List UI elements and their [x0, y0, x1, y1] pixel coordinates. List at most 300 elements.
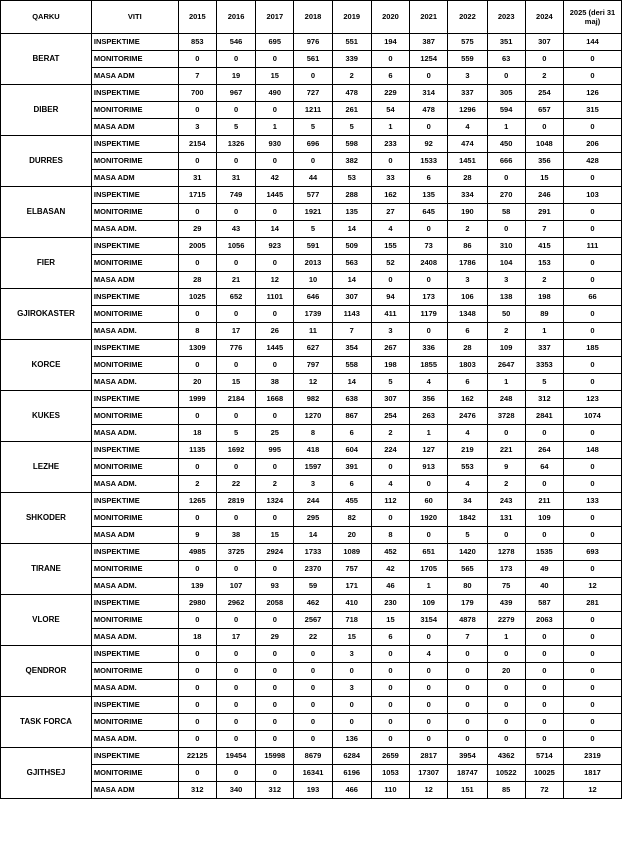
value-cell: 0 — [332, 714, 371, 731]
value-cell: 0 — [256, 510, 294, 527]
table-row — [1, 221, 622, 238]
value-cell: 307 — [332, 289, 371, 306]
row-type-label: MONITORIME — [91, 612, 178, 629]
value-cell: 12 — [410, 782, 448, 799]
value-cell: 112 — [371, 493, 409, 510]
value-cell: 243 — [487, 493, 525, 510]
value-cell: 106 — [448, 289, 487, 306]
value-cell: 0 — [563, 306, 621, 323]
row-type-label: MASA ADM — [91, 170, 178, 187]
value-cell: 0 — [256, 408, 294, 425]
value-cell: 104 — [487, 255, 525, 272]
value-cell: 219 — [448, 442, 487, 459]
table-row — [1, 68, 622, 85]
value-cell: 12 — [563, 782, 621, 799]
value-cell: 2005 — [178, 238, 216, 255]
value-cell: 0 — [563, 459, 621, 476]
value-cell: 0 — [563, 221, 621, 238]
row-type-label: MONITORIME — [91, 561, 178, 578]
value-cell: 110 — [371, 782, 409, 799]
value-cell: 135 — [410, 187, 448, 204]
table-row — [1, 357, 622, 374]
value-cell: 1053 — [371, 765, 409, 782]
value-cell: 638 — [332, 391, 371, 408]
value-cell: 295 — [294, 510, 332, 527]
value-cell: 1445 — [256, 340, 294, 357]
row-type-label: INSPEKTIME — [91, 289, 178, 306]
value-cell: 0 — [178, 408, 216, 425]
row-type-label: MONITORIME — [91, 714, 178, 731]
value-cell: 16341 — [294, 765, 332, 782]
value-cell: 0 — [410, 221, 448, 238]
value-cell: 0 — [563, 68, 621, 85]
value-cell: 144 — [563, 34, 621, 51]
value-cell: 0 — [178, 697, 216, 714]
table-row — [1, 85, 622, 102]
value-cell: 0 — [216, 357, 255, 374]
value-cell: 0 — [256, 306, 294, 323]
value-cell: 490 — [256, 85, 294, 102]
table-row — [1, 578, 622, 595]
value-cell: 244 — [294, 493, 332, 510]
table-row — [1, 629, 622, 646]
row-type-label: INSPEKTIME — [91, 748, 178, 765]
value-cell: 0 — [563, 476, 621, 493]
value-cell: 198 — [525, 289, 563, 306]
value-cell: 1135 — [178, 442, 216, 459]
value-cell: 22125 — [178, 748, 216, 765]
value-cell: 0 — [216, 102, 255, 119]
value-cell: 0 — [563, 714, 621, 731]
value-cell: 103 — [563, 187, 621, 204]
value-cell: 0 — [525, 51, 563, 68]
value-cell: 0 — [563, 561, 621, 578]
value-cell: 2184 — [216, 391, 255, 408]
value-cell: 224 — [371, 442, 409, 459]
value-cell: 4 — [448, 119, 487, 136]
value-cell: 0 — [256, 51, 294, 68]
value-cell: 8 — [371, 527, 409, 544]
value-cell: 2924 — [256, 544, 294, 561]
value-cell: 173 — [410, 289, 448, 306]
value-cell: 0 — [216, 663, 255, 680]
value-cell: 151 — [448, 782, 487, 799]
value-cell: 111 — [563, 238, 621, 255]
value-cell: 1445 — [256, 187, 294, 204]
value-cell: 8 — [294, 425, 332, 442]
value-cell: 604 — [332, 442, 371, 459]
value-cell: 46 — [371, 578, 409, 595]
value-cell: 0 — [216, 731, 255, 748]
value-cell: 6 — [332, 476, 371, 493]
row-type-label: MONITORIME — [91, 51, 178, 68]
value-cell: 80 — [448, 578, 487, 595]
value-cell: 53 — [332, 170, 371, 187]
value-cell: 594 — [487, 102, 525, 119]
row-type-label: MONITORIME — [91, 102, 178, 119]
value-cell: 1786 — [448, 255, 487, 272]
value-cell: 28 — [448, 340, 487, 357]
value-cell: 382 — [332, 153, 371, 170]
value-cell: 38 — [256, 374, 294, 391]
table-row — [1, 238, 622, 255]
row-type-label: MASA ADM. — [91, 578, 178, 595]
value-cell: 26 — [256, 323, 294, 340]
value-cell: 4 — [410, 646, 448, 663]
row-type-label: MONITORIME — [91, 408, 178, 425]
value-cell: 0 — [256, 714, 294, 731]
value-cell: 19 — [216, 68, 255, 85]
table-row — [1, 459, 622, 476]
table-row — [1, 306, 622, 323]
value-cell: 1451 — [448, 153, 487, 170]
value-cell: 749 — [216, 187, 255, 204]
table-row — [1, 323, 622, 340]
table-row — [1, 561, 622, 578]
value-cell: 2647 — [487, 357, 525, 374]
value-cell: 0 — [294, 731, 332, 748]
value-cell: 2063 — [525, 612, 563, 629]
value-cell: 206 — [563, 136, 621, 153]
value-cell: 0 — [178, 51, 216, 68]
region-name: FIER — [1, 238, 92, 289]
header-viti: VITI — [91, 1, 178, 34]
value-cell: 0 — [371, 272, 409, 289]
value-cell: 2841 — [525, 408, 563, 425]
value-cell: 0 — [216, 153, 255, 170]
value-cell: 0 — [525, 663, 563, 680]
value-cell: 727 — [294, 85, 332, 102]
value-cell: 0 — [216, 680, 255, 697]
value-cell: 0 — [410, 697, 448, 714]
value-cell: 559 — [448, 51, 487, 68]
value-cell: 0 — [487, 527, 525, 544]
value-cell: 334 — [448, 187, 487, 204]
value-cell: 155 — [371, 238, 409, 255]
value-cell: 0 — [448, 697, 487, 714]
value-cell: 281 — [563, 595, 621, 612]
value-cell: 162 — [371, 187, 409, 204]
value-cell: 466 — [332, 782, 371, 799]
value-cell: 185 — [563, 340, 621, 357]
value-cell: 1668 — [256, 391, 294, 408]
table-row — [1, 663, 622, 680]
value-cell: 22 — [216, 476, 255, 493]
value-cell: 270 — [487, 187, 525, 204]
value-cell: 7 — [332, 323, 371, 340]
value-cell: 93 — [256, 578, 294, 595]
value-cell: 1 — [525, 323, 563, 340]
row-type-label: MONITORIME — [91, 306, 178, 323]
value-cell: 246 — [525, 187, 563, 204]
value-cell: 0 — [525, 629, 563, 646]
value-cell: 63 — [487, 51, 525, 68]
value-cell: 54 — [371, 102, 409, 119]
value-cell: 14 — [256, 221, 294, 238]
value-cell: 0 — [216, 612, 255, 629]
value-cell: 148 — [563, 442, 621, 459]
value-cell: 1270 — [294, 408, 332, 425]
row-type-label: MONITORIME — [91, 663, 178, 680]
value-cell: 5 — [294, 221, 332, 238]
value-cell: 337 — [525, 340, 563, 357]
value-cell: 20 — [332, 527, 371, 544]
value-cell: 0 — [371, 697, 409, 714]
header-year: 2019 — [332, 1, 371, 34]
value-cell: 0 — [410, 476, 448, 493]
value-cell: 17 — [216, 629, 255, 646]
value-cell: 0 — [294, 153, 332, 170]
value-cell: 0 — [487, 646, 525, 663]
value-cell: 10025 — [525, 765, 563, 782]
table-row — [1, 408, 622, 425]
value-cell: 3 — [448, 68, 487, 85]
value-cell: 1089 — [332, 544, 371, 561]
value-cell: 6 — [371, 68, 409, 85]
row-type-label: INSPEKTIME — [91, 340, 178, 357]
value-cell: 700 — [178, 85, 216, 102]
value-cell: 312 — [178, 782, 216, 799]
value-cell: 651 — [410, 544, 448, 561]
value-cell: 1025 — [178, 289, 216, 306]
value-cell: 0 — [487, 714, 525, 731]
header-year: 2018 — [294, 1, 332, 34]
value-cell: 315 — [563, 102, 621, 119]
value-cell: 0 — [410, 680, 448, 697]
table-row — [1, 34, 622, 51]
value-cell: 2279 — [487, 612, 525, 629]
value-cell: 0 — [256, 153, 294, 170]
value-cell: 42 — [371, 561, 409, 578]
value-cell: 1074 — [563, 408, 621, 425]
value-cell: 4362 — [487, 748, 525, 765]
value-cell: 4 — [371, 221, 409, 238]
value-cell: 3728 — [487, 408, 525, 425]
value-cell: 462 — [294, 595, 332, 612]
value-cell: 0 — [216, 204, 255, 221]
value-cell: 11 — [294, 323, 332, 340]
table-row — [1, 255, 622, 272]
value-cell: 0 — [178, 680, 216, 697]
value-cell: 86 — [448, 238, 487, 255]
value-cell: 0 — [525, 119, 563, 136]
row-type-label: INSPEKTIME — [91, 646, 178, 663]
value-cell: 2 — [256, 476, 294, 493]
value-cell: 0 — [256, 612, 294, 629]
value-cell: 923 — [256, 238, 294, 255]
value-cell: 561 — [294, 51, 332, 68]
value-cell: 138 — [487, 289, 525, 306]
value-cell: 0 — [178, 663, 216, 680]
value-cell: 1143 — [332, 306, 371, 323]
row-type-label: MASA ADM. — [91, 680, 178, 697]
row-type-label: MONITORIME — [91, 459, 178, 476]
value-cell: 5 — [448, 527, 487, 544]
value-cell: 133 — [563, 493, 621, 510]
row-type-label: INSPEKTIME — [91, 544, 178, 561]
value-cell: 1817 — [563, 765, 621, 782]
value-cell: 415 — [525, 238, 563, 255]
value-cell: 0 — [371, 153, 409, 170]
value-cell: 31 — [178, 170, 216, 187]
value-cell: 6284 — [332, 748, 371, 765]
value-cell: 267 — [371, 340, 409, 357]
row-type-label: INSPEKTIME — [91, 136, 178, 153]
value-cell: 0 — [410, 119, 448, 136]
value-cell: 1920 — [410, 510, 448, 527]
value-cell: 1348 — [448, 306, 487, 323]
value-cell: 40 — [525, 578, 563, 595]
region-name: BERAT — [1, 34, 92, 85]
region-name: GJITHSEJ — [1, 748, 92, 799]
value-cell: 312 — [525, 391, 563, 408]
region-name: DIBER — [1, 85, 92, 136]
value-cell: 652 — [216, 289, 255, 306]
value-cell: 307 — [371, 391, 409, 408]
value-cell: 0 — [371, 714, 409, 731]
value-cell: 0 — [256, 663, 294, 680]
value-cell: 776 — [216, 340, 255, 357]
value-cell: 126 — [563, 85, 621, 102]
value-cell: 136 — [332, 731, 371, 748]
value-cell: 15 — [256, 68, 294, 85]
value-cell: 21 — [216, 272, 255, 289]
region-name: QENDROR — [1, 646, 92, 697]
value-cell: 162 — [448, 391, 487, 408]
value-cell: 2659 — [371, 748, 409, 765]
table-row — [1, 493, 622, 510]
value-cell: 15 — [371, 612, 409, 629]
value-cell: 0 — [487, 68, 525, 85]
value-cell: 18747 — [448, 765, 487, 782]
value-cell: 305 — [487, 85, 525, 102]
value-cell: 2 — [487, 323, 525, 340]
value-cell: 3 — [294, 476, 332, 493]
value-cell: 0 — [178, 357, 216, 374]
value-cell: 4985 — [178, 544, 216, 561]
value-cell: 3 — [487, 272, 525, 289]
value-cell: 18 — [178, 425, 216, 442]
value-cell: 1 — [410, 578, 448, 595]
value-cell: 2980 — [178, 595, 216, 612]
row-type-label: MONITORIME — [91, 510, 178, 527]
value-cell: 0 — [216, 306, 255, 323]
value-cell: 0 — [410, 323, 448, 340]
row-type-label: INSPEKTIME — [91, 238, 178, 255]
value-cell: 0 — [487, 731, 525, 748]
value-cell: 123 — [563, 391, 621, 408]
value-cell: 0 — [525, 680, 563, 697]
value-cell: 194 — [371, 34, 409, 51]
value-cell: 913 — [410, 459, 448, 476]
row-type-label: MONITORIME — [91, 204, 178, 221]
table-row — [1, 187, 622, 204]
row-type-label: INSPEKTIME — [91, 34, 178, 51]
row-type-label: MASA ADM. — [91, 374, 178, 391]
value-cell: 4 — [410, 374, 448, 391]
value-cell: 94 — [371, 289, 409, 306]
value-cell: 3 — [448, 272, 487, 289]
value-cell: 1056 — [216, 238, 255, 255]
value-cell: 0 — [371, 459, 409, 476]
value-cell: 0 — [448, 714, 487, 731]
value-cell: 0 — [178, 646, 216, 663]
value-cell: 0 — [256, 255, 294, 272]
value-cell: 645 — [410, 204, 448, 221]
row-type-label: MONITORIME — [91, 255, 178, 272]
value-cell: 107 — [216, 578, 255, 595]
value-cell: 14 — [332, 374, 371, 391]
region-name: ELBASAN — [1, 187, 92, 238]
row-type-label: INSPEKTIME — [91, 442, 178, 459]
header-year: 2022 — [448, 1, 487, 34]
value-cell: 410 — [332, 595, 371, 612]
value-cell: 0 — [294, 714, 332, 731]
value-cell: 0 — [563, 204, 621, 221]
value-cell: 0 — [487, 697, 525, 714]
value-cell: 5 — [216, 425, 255, 442]
value-cell: 1326 — [216, 136, 255, 153]
value-cell: 995 — [256, 442, 294, 459]
value-cell: 5 — [525, 374, 563, 391]
value-cell: 22 — [294, 629, 332, 646]
value-cell: 0 — [563, 646, 621, 663]
value-cell: 450 — [487, 136, 525, 153]
value-cell: 34 — [448, 493, 487, 510]
value-cell: 15 — [332, 629, 371, 646]
value-cell: 0 — [563, 323, 621, 340]
value-cell: 254 — [371, 408, 409, 425]
value-cell: 0 — [410, 731, 448, 748]
value-cell: 0 — [216, 765, 255, 782]
value-cell: 229 — [371, 85, 409, 102]
value-cell: 31 — [216, 170, 255, 187]
value-cell: 0 — [563, 374, 621, 391]
value-cell: 6 — [448, 374, 487, 391]
value-cell: 0 — [525, 697, 563, 714]
value-cell: 1278 — [487, 544, 525, 561]
value-cell: 0 — [178, 731, 216, 748]
table-row — [1, 612, 622, 629]
table-row — [1, 51, 622, 68]
value-cell: 2476 — [448, 408, 487, 425]
region-name: KUKES — [1, 391, 92, 442]
value-cell: 0 — [294, 68, 332, 85]
value-cell: 0 — [563, 357, 621, 374]
value-cell: 0 — [487, 221, 525, 238]
table-row — [1, 731, 622, 748]
value-cell: 27 — [371, 204, 409, 221]
value-cell: 391 — [332, 459, 371, 476]
value-cell: 0 — [410, 714, 448, 731]
row-type-label: MASA ADM — [91, 119, 178, 136]
value-cell: 336 — [410, 340, 448, 357]
value-cell: 0 — [178, 714, 216, 731]
row-type-label: INSPEKTIME — [91, 85, 178, 102]
value-cell: 0 — [294, 680, 332, 697]
value-cell: 337 — [448, 85, 487, 102]
value-cell: 565 — [448, 561, 487, 578]
table-row — [1, 680, 622, 697]
value-cell: 139 — [178, 578, 216, 595]
row-type-label: MASA ADM. — [91, 425, 178, 442]
value-cell: 0 — [216, 51, 255, 68]
value-cell: 12 — [256, 272, 294, 289]
table-row — [1, 153, 622, 170]
value-cell: 6 — [448, 323, 487, 340]
value-cell: 2 — [371, 425, 409, 442]
header-year: 2020 — [371, 1, 409, 34]
